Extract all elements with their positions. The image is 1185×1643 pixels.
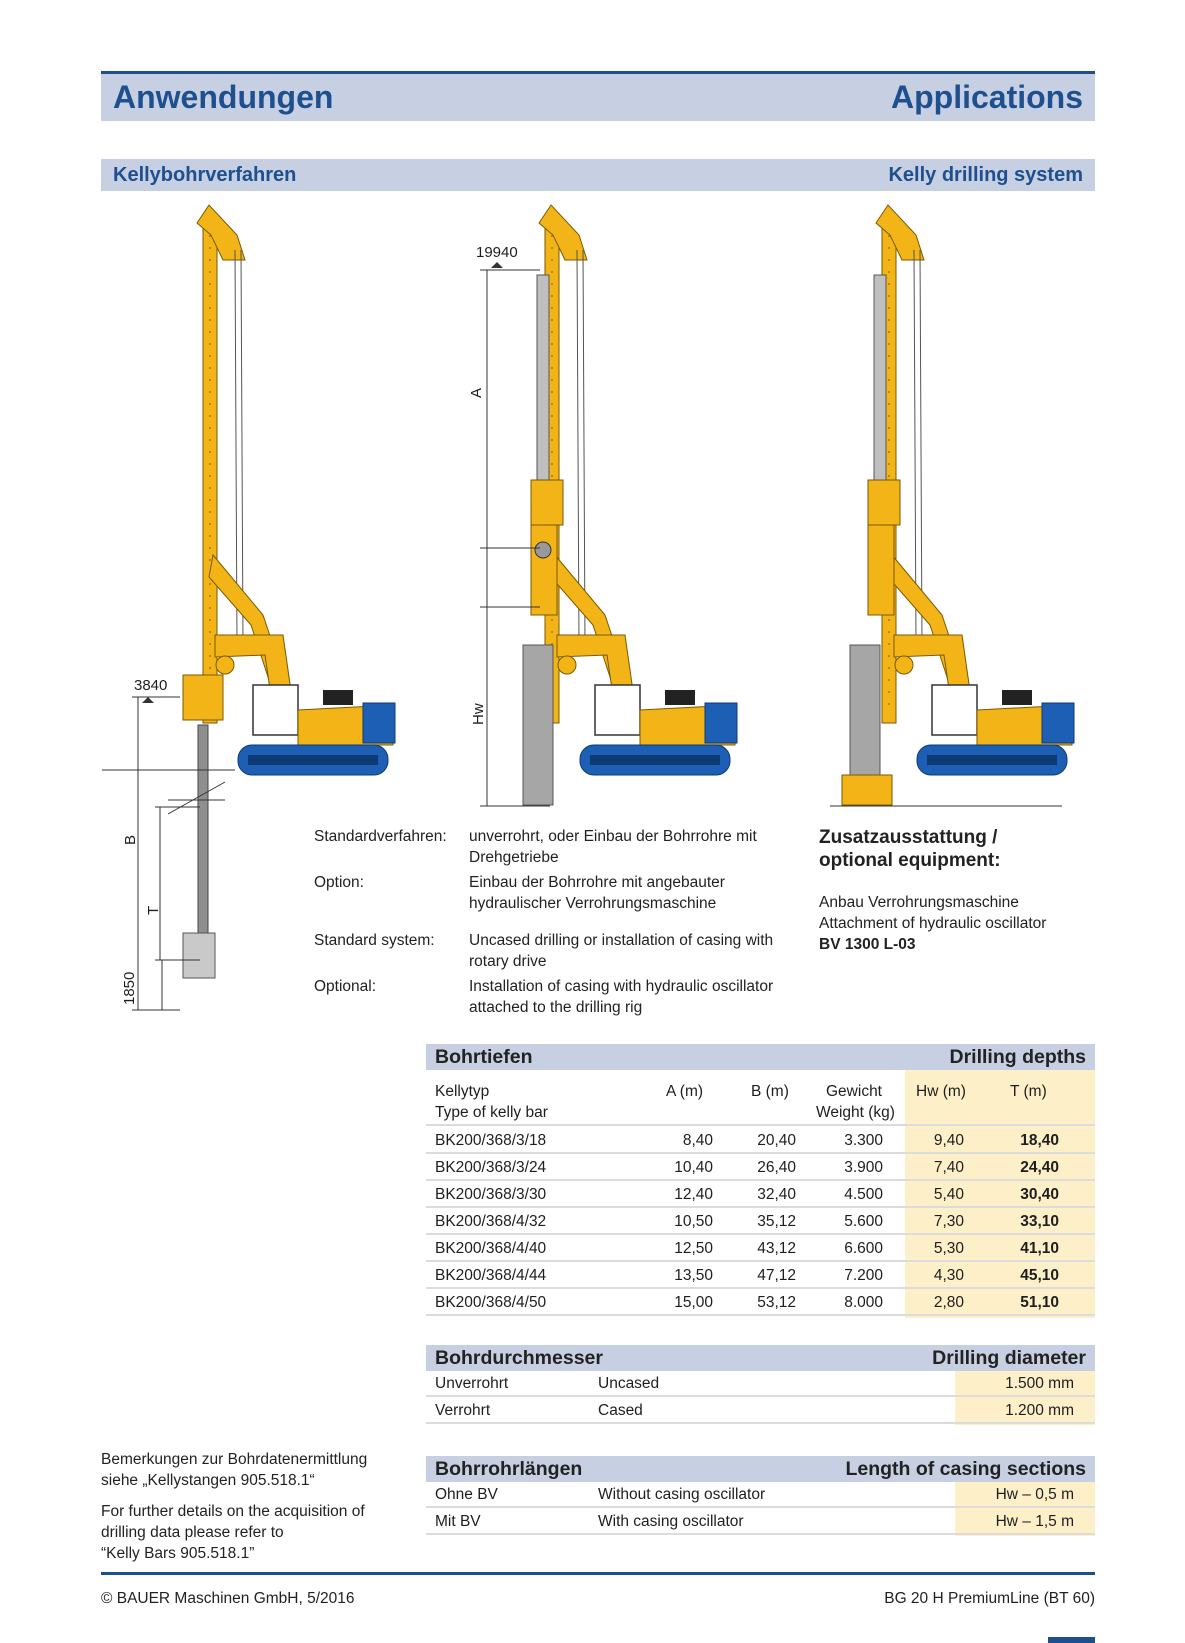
description-key: Standard system: [314,932,435,949]
remarks-line: For further details on the acquisition of [101,1503,365,1520]
remarks-line: Bemerkungen zur Bohrdatenermittlung [101,1451,368,1468]
table-header-bar [426,1345,1095,1371]
table-row [426,1236,1095,1262]
cell-type: BK200/368/4/44 [435,1267,547,1284]
cell-type: BK200/368/4/32 [435,1213,547,1230]
dim-1850: 1850 [121,971,138,1005]
cell-a: 12,50 [674,1240,713,1257]
description-value: Installation of casing with hydraulic oscillator attached to the drilling rig [469,978,774,1016]
dim-label-a: A [468,387,485,398]
cell-b: 32,40 [757,1186,796,1203]
description-key: Option: [314,874,364,891]
cell-b: 35,12 [757,1213,796,1230]
cell-weight: 5.600 [844,1213,883,1230]
cell-b: 26,40 [757,1159,796,1176]
table-header-bar [426,1456,1095,1482]
cell-type: BK200/368/4/50 [435,1294,547,1311]
cell-b: 43,12 [757,1240,796,1257]
table-row [426,1182,1095,1208]
cell-value: 1.200 mm [1005,1402,1074,1419]
table-title-de: Bohrtiefen [435,1046,533,1068]
cell-t: 45,10 [1020,1267,1059,1284]
cell-hw: 9,40 [933,1132,964,1149]
table-title-de: Bohrdurchmesser [435,1347,603,1369]
dim-label-t: T [145,905,162,915]
footer-model: BG 20 H PremiumLine (BT 60) [884,1590,1095,1607]
table-row [426,1263,1095,1289]
cell-a: 8,40 [682,1132,713,1149]
remarks-line: siehe „Kellystangen 905.518.1“ [101,1472,315,1489]
section-title-de: Kellybohrverfahren [113,164,297,186]
column-header-weight-en: Weight (kg) [816,1104,895,1121]
cell-weight: 4.500 [844,1186,883,1203]
cell-value: Hw – 1,5 m [995,1513,1074,1530]
column-header-weight: Gewicht [826,1083,882,1100]
column-header-kelly: Kellytyp [435,1083,490,1100]
cell-type: BK200/368/3/18 [435,1132,547,1149]
cell-value: 1.500 mm [1005,1375,1074,1392]
cell-hw: 5,30 [933,1240,964,1257]
description-list [314,826,799,1016]
remarks [101,1449,411,1564]
table-row [426,1128,1095,1154]
cell-de: Ohne BV [435,1486,498,1503]
cell-en: Without casing oscillator [598,1486,766,1503]
optional-equipment-title-en: optional equipment: [819,850,1001,871]
remarks-line: “Kelly Bars 905.518.1” [101,1545,255,1562]
column-header-t: T (m) [1010,1083,1047,1100]
table-title-en: Drilling diameter [932,1347,1086,1369]
dim-19940: 19940 [476,244,518,261]
cell-weight: 3.300 [844,1132,883,1149]
cell-b: 47,12 [757,1267,796,1284]
cell-a: 10,40 [674,1159,713,1176]
cell-de: Unverrohrt [435,1375,509,1392]
footer-divider [101,1572,1095,1575]
column-headers [426,1070,1095,1126]
optional-equipment-line: Anbau Verrohrungsmaschine [819,894,1019,911]
page-title-en: Applications [890,79,1083,115]
footer-copyright: © BAUER Maschinen GmbH, 5/2016 [101,1590,355,1607]
optional-equipment-model: BV 1300 L-03 [819,936,916,953]
cell-hw: 5,40 [933,1186,964,1203]
remarks-line: drilling data please refer to [101,1524,284,1541]
cell-en: Uncased [598,1375,660,1392]
description-key: Standardverfahren: [314,828,447,845]
cell-t: 33,10 [1020,1213,1059,1230]
table-row [426,1398,1095,1424]
cell-t: 51,10 [1020,1294,1059,1311]
cell-type: BK200/368/3/24 [435,1159,547,1176]
drilling-diameter-table [426,1345,1095,1425]
table-title-en: Length of casing sections [845,1458,1086,1480]
casing-lengths-table [426,1456,1095,1536]
description-value: Uncased drilling or installation of casing with rotary drive [469,932,774,970]
cell-weight: 8.000 [844,1294,883,1311]
description-value: Einbau der Bohrrohre mit angebauter hydraulischer Verrohrungsmaschine [469,874,725,912]
cell-a: 12,40 [674,1186,713,1203]
table-title-de: Bohrrohrlängen [435,1458,583,1480]
dim-label-hw: Hw [470,703,487,725]
description-value: unverrohrt, oder Einbau der Bohrrohre mit Drehgetriebe [469,828,757,866]
table-header-bar [426,1044,1095,1070]
optional-equipment-line: Attachment of hydraulic oscillator [819,915,1047,932]
cell-hw: 7,30 [933,1213,964,1230]
cell-type: BK200/368/3/30 [435,1186,547,1203]
optional-equipment [819,826,1095,955]
cell-b: 53,12 [757,1294,796,1311]
table-row [426,1371,1095,1397]
table-row [426,1155,1095,1181]
description-key: Optional: [314,978,377,995]
cell-en: With casing oscillator [598,1513,744,1530]
cell-a: 15,00 [674,1294,713,1311]
page-marker [1048,1637,1095,1643]
dim-3840: 3840 [134,677,168,694]
cell-weight: 6.600 [844,1240,883,1257]
dim-label-b: B [122,834,139,845]
table-row [426,1209,1095,1235]
cell-de: Mit BV [435,1513,481,1530]
column-header-kelly-en: Type of kelly bar [435,1104,548,1121]
cell-type: BK200/368/4/40 [435,1240,547,1257]
section-title-en: Kelly drilling system [888,164,1083,186]
cell-de: Verrohrt [435,1402,491,1419]
cell-weight: 7.200 [844,1267,883,1284]
cell-t: 41,10 [1020,1240,1059,1257]
cell-en: Cased [598,1402,643,1419]
cell-a: 10,50 [674,1213,713,1230]
page-title-de: Anwendungen [113,79,334,115]
cell-a: 13,50 [674,1267,713,1284]
cell-hw: 4,30 [933,1267,964,1284]
cell-t: 24,40 [1020,1159,1059,1176]
optional-equipment-title: Zusatzausstattung / [819,827,998,848]
cell-hw: 2,80 [933,1294,964,1311]
cell-hw: 7,40 [933,1159,964,1176]
table-row [426,1482,1095,1508]
table-row [426,1509,1095,1535]
cell-b: 20,40 [757,1132,796,1149]
cell-t: 30,40 [1020,1186,1059,1203]
drilling-depths-table [426,1044,1095,1320]
cell-weight: 3.900 [844,1159,883,1176]
table-row [426,1290,1095,1316]
cell-value: Hw – 0,5 m [995,1486,1074,1503]
column-header-hw: Hw (m) [916,1083,966,1100]
cell-t: 18,40 [1020,1132,1059,1149]
column-header-b: B (m) [751,1083,789,1100]
column-header-a: A (m) [666,1083,704,1100]
table-title-en: Drilling depths [949,1046,1086,1068]
